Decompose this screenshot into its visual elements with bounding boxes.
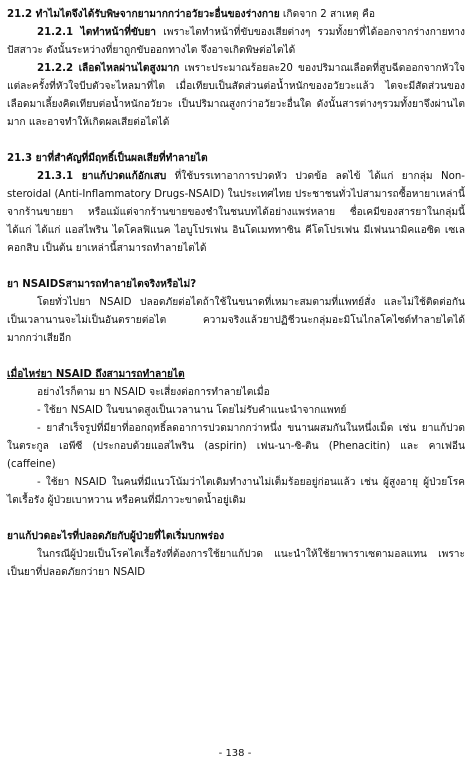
paragraph-21-2-2: [7, 60, 465, 132]
document-page: [7, 6, 465, 582]
item-21-3-1-text: ที่ใช้บรรเทาอาการปวดหัว ปวดข้อ ลดไข้ ได้แก่ ยากลุ่ม Non-steroidal (Anti-Inflammatory Drugs-NSAID) ในประเทศไทย ประชาชนทั่วไปสามารถซื้อหายาเหล่านี้จากร้านขายยา หรือแม้แต่จากร้านขายของชำในชนบทได้อย่างแพร่หลาย ชื่อเคมีของสารยาในกลุ่มนี้ได้แก่ ได้แก่ แอสไพริน ไดโคลฟิแนค ไอบูโปรเฟน อินโดเมททาซิน คีโตโปรเฟน มีเฟนนามิคแอซิด เซเลคอกสิบ เป็นต้น ยาเหล่านี้สามารถทำลายไตได้: [7, 171, 465, 254]
section-21-2-heading: 21.2 ทำไมไตจึงได้รับพิษจากยามากกว่าอวัยวะอื่นของร่างกาย: [7, 9, 280, 20]
item-21-2-2-text: เพราะประมาณร้อยละ20 ของปริมาณเลือดที่สูบฉีดออกจากหัวใจแต่ละครั้งที่หัวใจบีบตัวจะไหลมาที่ไต เมื่อเทียบเป็นสัดส่วนต่อน้ำหนักของอวัยวะแล้ว ไตจะมีสัดส่วนของเลือดมาเลี้ยงคิดเทียบต่อน้ำหนักอวัยวะ เป็นปริมาณสูงกว่าอวัยวะอื่นใด ดังนั้นสารต่างๆรวมทั้งยาจึงผ่านไตมาก และอาจทำให้เกิดผลเสียต่อไตได้: [7, 63, 465, 128]
risk-bullet-2: - ยาสำเร็จรูปที่มียาที่ออกฤทธิ์ลดอาการปวดมากกว่าหนึ่ง ขนานผสมกันในหนึ่งเม็ด เช่น ยาแก้ปวดในตระกูล เอพีซี (ประกอบด้วยแอสไพริน (aspirin) เฟน-นา-ซิ-ติน (Phenacitin) และ คาเฟอีน (caffeine): [7, 423, 465, 470]
section-21-2-heading-tail: เกิดจาก 2 สาเหตุ คือ: [279, 9, 375, 20]
item-21-3-1-title: 21.3.1 ยาแก้ปวดแก้อักเสบ: [37, 171, 167, 182]
section-21-2-intro: [7, 6, 465, 24]
paragraph-21-2-1: [7, 24, 465, 60]
question-safe-painkiller-text: ในกรณีผู้ป่วยเป็นโรคไตเรื้อรังที่ต้องการใช้ยาแก้ปวด แนะนำให้ใช้ยาพาราเซตามอลแทน เพราะเป็นยาที่ปลอดภัยกว่ายา NSAID: [7, 549, 465, 578]
question-nsaid-damage-heading: ยา NSAIDSสามารถทำลายไตจริงหรือไม่?: [7, 279, 197, 290]
question-when-damage-intro: อย่างไรก็ตาม ยา NSAID จะเสี่ยงต่อการทำลายไตเมื่อ: [37, 387, 270, 398]
item-21-2-1-title: 21.2.1 ไตทำหน้าที่ขับยา: [37, 27, 157, 38]
item-21-2-1-text: เพราะไตทำหน้าที่ขับของเสียต่างๆ รวมทั้งยาที่ได้ออกจากร่างกายทางปัสสาวะ ดังนั้นระหว่างที่ยาถูกขับออกทางไต จึงอาจเกิดพิษต่อไตได้: [7, 27, 465, 56]
page-number: - 138 -: [218, 748, 252, 759]
item-21-2-2-title: 21.2.2 เลือดไหลผ่านไตสูงมาก: [37, 63, 180, 74]
question-safe-painkiller-heading: ยาแก้ปวดอะไรที่ปลอดภัยกับผู้ป่วยที่ไตเริ่มบกพร่อง: [7, 531, 225, 542]
paragraph-21-3-1: [7, 168, 465, 258]
section-21-3-heading: 21.3 ยาที่สำคัญที่มีฤทธิ์เป็นผลเสียที่ทำลายไต: [7, 153, 208, 164]
risk-bullet-1: - ใช้ยา NSAID ในขนาดสูงเป็นเวลานาน โดยไม่รับคำแนะนำจากแพทย์: [37, 405, 347, 416]
question-when-damage-heading: เมื่อไหร่ยา NSAID ถึงสามารถทำลายไต: [7, 369, 185, 380]
question-nsaid-damage-text: โดยทั่วไปยา NSAID ปลอดภัยต่อไตถ้าใช้ในขนาดที่เหมาะสมตามที่แพทย์สั่ง และไม่ใช้ติดต่อกันเป็นเวลานานจะไม่เป็นอันตรายต่อไต ความจริงแล้วยาปฏิชีวนะกลุ่มอะมิโนไกลโคไซด์ทำลายไตได้มากกว่าเสียอีก: [7, 297, 465, 344]
risk-bullet-3: - ใช้ยา NSAID ในคนที่มีแนวโน้มว่าไตเดิมทำงานไม่เต็มร้อยอยู่ก่อนแล้ว เช่น ผู้สูงอายุ ผู้ป่วยโรคไตเรื้อรัง ผู้ป่วยเบาหวาน หรือคนที่มีภาวะขาดน้ำอยู่เดิม: [7, 477, 465, 506]
